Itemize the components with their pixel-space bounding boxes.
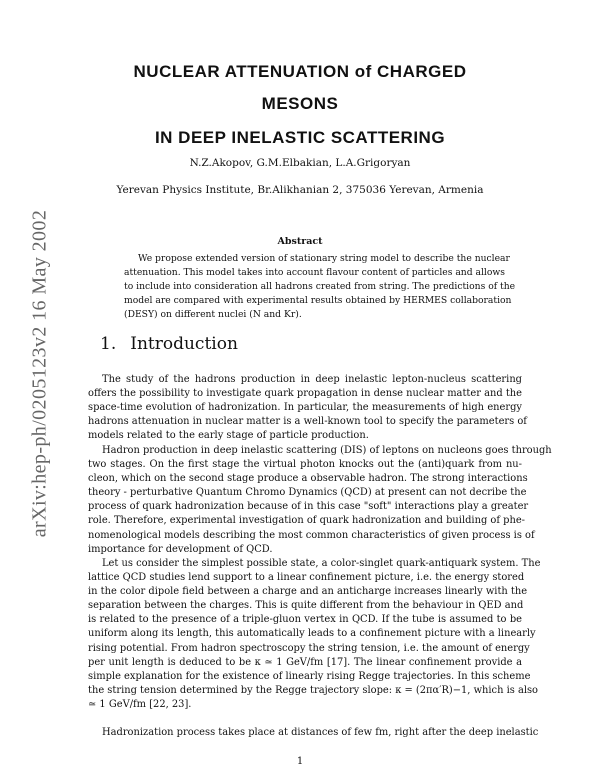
text-line: theory - perturbative Quantum Chromo Dynamics (QCD) at present can not decribe the: [88, 487, 527, 499]
paragraph-3: [88, 557, 541, 712]
authors: N.Z.Akopov, G.M.Elbakian, L.A.Grigoryan: [189, 157, 411, 169]
abstract-body: [124, 252, 516, 322]
section-number: 1.: [100, 334, 117, 354]
paragraph-4: [88, 726, 539, 740]
abstract-line: model are compared with experimental results obtained by HERMES collaboration: [124, 295, 512, 306]
abstract-line: (DESY) on different nuclei (N and Kr).: [124, 309, 302, 320]
paragraph-2: [88, 444, 552, 557]
text-line: Let us consider the simplest possible state, a color-singlet quark-antiquark system. The: [102, 558, 541, 569]
paper-title-line-2: MESONS: [261, 94, 339, 113]
text-line: per unit length is deduced to be κ ≃ 1 GeV/fm [17]. The linear confinement provide a: [88, 656, 522, 668]
text-line: two stages. On the first stage the virtual photon knocks out the (anti)quark from nu-: [88, 459, 522, 471]
text-line: rising potential. From hadron spectroscopy the string tension, i.e. the amount of energy: [88, 642, 530, 654]
text-line: role. Therefore, experimental investigation of quark hadronization and building of phe-: [88, 515, 526, 527]
section-title: Introduction: [130, 334, 238, 354]
text-line: is related to the presence of a triple-gluon vertex in QCD. If the tube is assumed to be: [88, 614, 522, 626]
text-line: importance for development of QCD.: [88, 543, 273, 555]
text-line: models related to the early stage of particle production.: [88, 430, 369, 442]
text-line: lattice QCD studies lend support to a linear confinement picture, i.e. the energy stored: [88, 572, 525, 584]
text-line: Hadronization process takes place at distances of few fm, right after the deep inelastic: [102, 727, 539, 738]
text-line: separation between the charges. This is quite different from the behaviour in QED and: [88, 600, 524, 612]
text-line: the string tension determined by the Regge trajectory slope: κ = (2πα′R)−1, which is also: [88, 684, 539, 696]
text-line: Hadron production in deep inelastic scattering (DIS) of leptons on nucleons goes through: [102, 445, 552, 456]
abstract-line: We propose extended version of stationary string model to describe the nuclear: [138, 253, 510, 264]
text-line: space-time evolution of hadronization. In particular, the measurements of high energy: [88, 402, 522, 414]
text-line: simple explanation for the existence of linearly rising Regge trajectories. In this scheme: [88, 670, 531, 682]
text-line: uniform along its length, this automatically leads to a confinement picture with a linearly: [88, 628, 536, 640]
text-line: hadrons attenuation in nuclear matter is a well-known tool to specify the parameters of: [88, 416, 527, 428]
arxiv-side-stamp: arXiv:hep-ph/0205123v2 16 May 2002: [28, 209, 51, 538]
section-heading: [100, 334, 238, 354]
text-line: The study of the hadrons production in deep inelastic lepton-nucleus scattering: [102, 374, 522, 385]
text-line: offers the possibility to investigate quark propagation in dense nuclear matter and the: [88, 388, 522, 400]
text-line: cleon, which on the second stage produce a observable hadron. The strong interactions: [88, 473, 528, 485]
page-number: 1: [296, 756, 304, 767]
text-line: nomenological models describing the most common characteristics of given process is of: [88, 529, 535, 541]
text-line: in the color dipole field between a charge and an anticharge increases linearly with the: [88, 586, 528, 598]
paragraph-1: [88, 373, 527, 443]
text-line: process of quark hadronization because of in this case "soft" interactions play a greater: [88, 501, 529, 513]
abstract-line: attenuation. This model takes into account flavour content of particles and allows: [124, 267, 505, 278]
paper-title-line-3: IN DEEP INELASTIC SCATTERING: [154, 128, 446, 147]
paper-title-line-1: NUCLEAR ATTENUATION of CHARGED: [133, 62, 467, 81]
abstract-line: to include into consideration all hadrons created from string. The predictions of the: [124, 281, 516, 292]
abstract-heading: Abstract: [277, 236, 323, 247]
text-line: ≃ 1 GeV/fm [22, 23].: [88, 698, 192, 710]
affiliation: Yerevan Physics Institute, Br.Alikhanian 2, 375036 Yerevan, Armenia: [116, 184, 484, 196]
